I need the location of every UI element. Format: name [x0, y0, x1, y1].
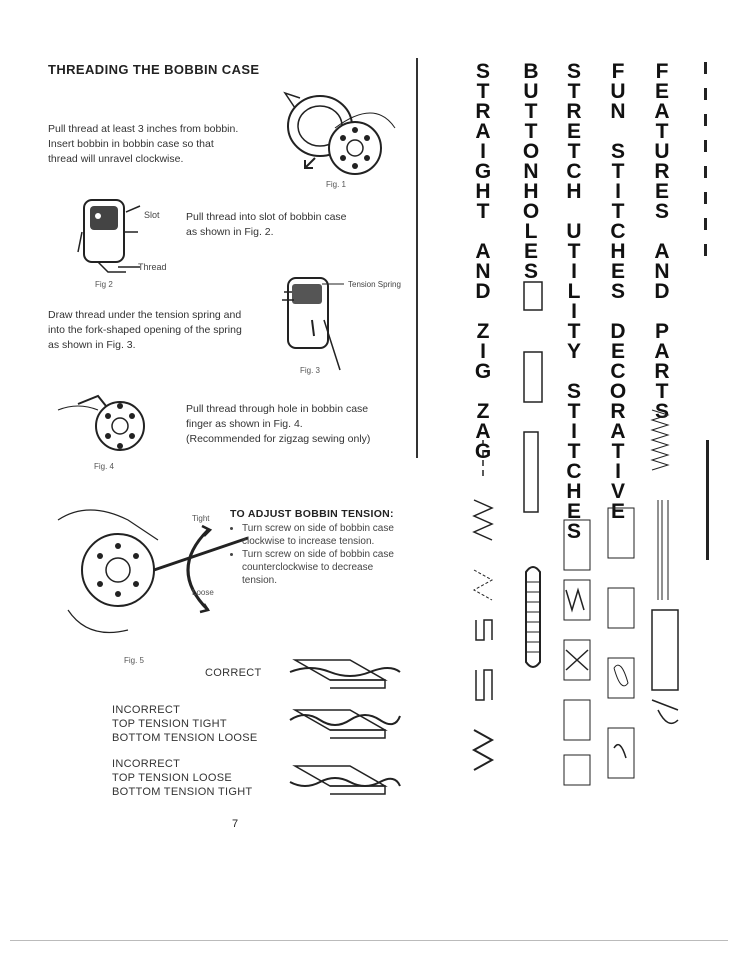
fig1-caption: Fig. 1 [326, 180, 347, 189]
column-divider [416, 58, 418, 458]
adjust-bullets [230, 522, 402, 587]
features-parts-illustrations [648, 400, 688, 730]
incorrect1-text [112, 703, 258, 745]
fig2-slot-label: Slot [144, 210, 160, 220]
step1-text [48, 122, 278, 167]
fig3-spring-label: Tension Spring [348, 280, 401, 289]
side-tab-buttonholes: B U T T O N H O L E S [522, 60, 540, 283]
step1-line: Insert bobbin in bobbin case so that [48, 138, 214, 150]
incorrect1-stitch-illustration [290, 700, 400, 745]
incorrect1-line: TOP TENSION TIGHT [112, 718, 227, 730]
fig2-caption: Fig 2 [95, 280, 113, 289]
side-tab-features-parts: F E A T U R E S A N D P A R T S [654, 60, 670, 423]
fig5-screw-adjust-illustration [58, 500, 258, 650]
cutoff-edge-column [700, 62, 710, 392]
cutoff-edge-bar [706, 440, 709, 560]
step4-line: Pull thread through hole in bobbin case [186, 403, 369, 415]
correct-stitch-illustration [290, 650, 400, 695]
step2-line: as shown in Fig. 2. [186, 226, 274, 238]
incorrect2-text [112, 757, 252, 799]
side-tab-fun-decorative: F U N S T I T C H E S D E C O R A T I V E [609, 60, 627, 523]
step4-line: finger as shown in Fig. 4. [186, 418, 303, 430]
fig2-thread-label: Thread [138, 262, 167, 272]
page-number: 7 [232, 818, 239, 830]
step4-line: (Recommended for zigzag sewing only) [186, 433, 371, 445]
incorrect2-line: BOTTOM TENSION TIGHT [112, 786, 253, 798]
step2-text [186, 210, 406, 240]
step1-line: thread will unravel clockwise. [48, 153, 184, 165]
adjust-bullet: • Turn screw on side of bobbin case counterclockwise to decrease tension. [242, 548, 402, 587]
step3-line: as shown in Fig. 3. [48, 339, 136, 351]
incorrect2-line: INCORRECT [112, 758, 181, 770]
fig1-bobbin-illustration [275, 88, 405, 183]
page-title: THREADING THE BOBBIN CASE [48, 62, 260, 77]
side-tab-straight-zigzag: S T R A I G H T A N D Z I G Z A G [474, 60, 492, 463]
adjust-heading: TO ADJUST BOBBIN TENSION: [230, 508, 394, 520]
fig4-caption: Fig. 4 [94, 462, 115, 471]
incorrect1-line: INCORRECT [112, 704, 181, 716]
step1-line: Pull thread at least 3 inches from bobbin. [48, 123, 239, 135]
bottom-rule [10, 940, 728, 941]
step3-line: Draw thread under the tension spring and [48, 309, 242, 321]
fig3-tension-spring-illustration [282, 270, 352, 380]
adjust-bullet: • Turn screw on side of bobbin case clockwise to increase tension. [242, 522, 402, 548]
step3-line: into the fork-shaped opening of the spring [48, 324, 242, 336]
fig4-bobbin-hole-illustration [58, 388, 178, 458]
buttonhole-stitch-samples [518, 282, 548, 702]
step3-text [48, 308, 288, 353]
decorative-stitch-samples [606, 508, 636, 778]
straight-zigzag-stitch-samples [470, 440, 500, 780]
side-tab-stretch-utility: S T R E T C H U T I L I T Y S T I T C H E S [566, 60, 582, 543]
fig5-loose-label: Loose [192, 588, 214, 597]
step2-line: Pull thread into slot of bobbin case [186, 211, 347, 223]
incorrect2-line: TOP TENSION LOOSE [112, 772, 233, 784]
fig5-caption: Fig. 5 [124, 656, 145, 665]
stretch-utility-stitch-samples [562, 520, 592, 785]
incorrect2-stitch-illustration [290, 756, 400, 801]
fig3-caption: Fig. 3 [300, 366, 321, 375]
correct-label: CORRECT [205, 667, 262, 679]
step4-text [186, 402, 416, 447]
incorrect1-line: BOTTOM TENSION LOOSE [112, 732, 258, 744]
fig5-tight-label: Tight [192, 514, 210, 523]
